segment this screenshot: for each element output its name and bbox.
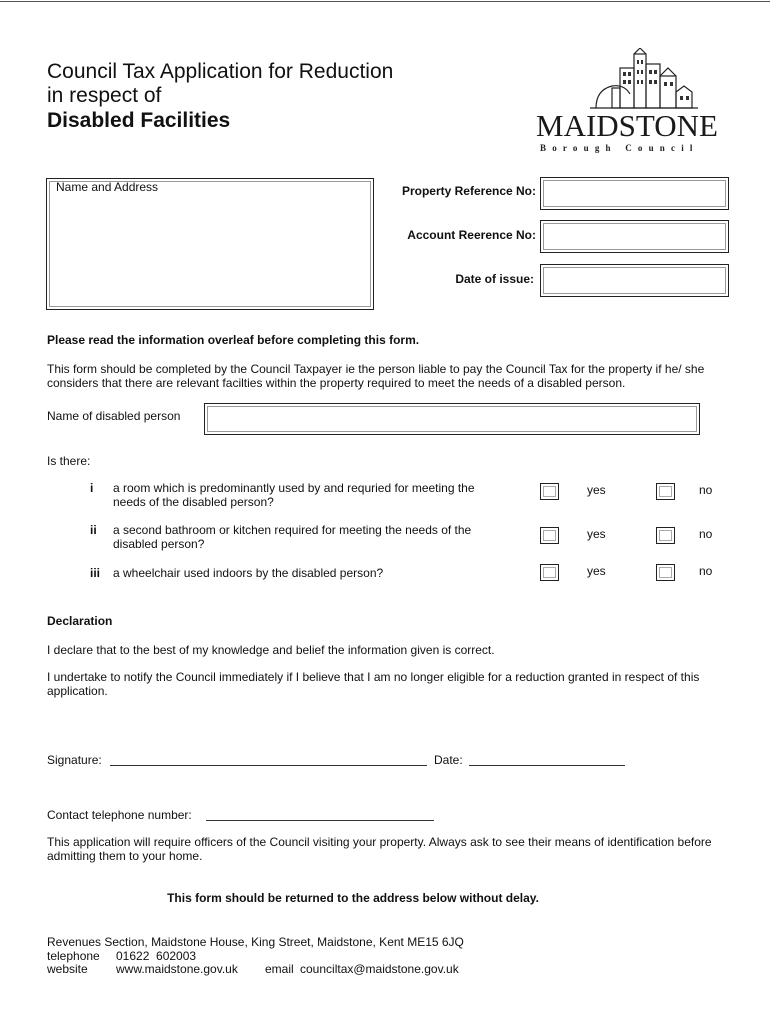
footer-telephone-label: telephone: [47, 949, 100, 963]
read-overleaf-notice: Please read the information overleaf before completing this form.: [47, 333, 420, 347]
council-logo-name: MAIDSTONE: [536, 108, 718, 143]
account-reference-field[interactable]: [540, 220, 729, 253]
question-2-yes-checkbox[interactable]: [540, 527, 559, 544]
footer-email-link[interactable]: counciltax@maidstone.gov.uk: [300, 962, 459, 976]
declaration-line2: I undertake to notify the Council immediately if I believe that I am no longer eligible for a reduction granted in respect of this application.: [47, 670, 700, 698]
question-3-yes-checkbox[interactable]: [540, 564, 559, 581]
question-1-yes-checkbox[interactable]: [540, 483, 559, 500]
footer-website-link[interactable]: www.maidstone.gov.uk: [116, 962, 238, 976]
form-title-line1: Council Tax Application for Reduction: [47, 60, 394, 83]
form-title-line3: Disabled Facilities: [47, 109, 231, 132]
disabled-person-name-label: Name of disabled person: [47, 409, 181, 423]
question-1-yes-label: yes: [587, 483, 606, 497]
phone-field[interactable]: [206, 820, 434, 821]
signature-field[interactable]: [110, 765, 427, 766]
question-1-no-label: no: [699, 483, 713, 497]
visit-notice: This application will require officers of the Council visiting your property. Always ask to see their means of identification before admitting them to your home.: [47, 835, 712, 863]
question-3-no-label: no: [699, 564, 713, 578]
name-address-label: Name and Address: [56, 180, 159, 194]
account-reference-label: Account Reerence No:: [407, 228, 536, 242]
signature-label: Signature:: [47, 753, 102, 767]
question-2-yes-label: yes: [587, 527, 606, 541]
question-2-no-checkbox[interactable]: [656, 527, 675, 544]
question-3-text: a wheelchair used indoors by the disabled person?: [113, 566, 384, 580]
phone-label: Contact telephone number:: [47, 808, 192, 822]
is-there-label: Is there:: [47, 454, 91, 468]
property-reference-label: Property Reference No:: [401, 184, 536, 198]
question-1-no-checkbox[interactable]: [656, 483, 675, 500]
top-rule: [0, 1, 770, 2]
question-1-number: i: [90, 481, 94, 495]
question-2-number: ii: [90, 523, 97, 537]
question-2-text: a second bathroom or kitchen required for meeting the needs of the disabled person?: [113, 523, 472, 551]
declaration-line1: I declare that to the best of my knowledge and belief the information given is correct.: [47, 643, 495, 657]
date-of-issue-label: Date of issue:: [455, 272, 534, 286]
form-title-line2: in respect of: [47, 84, 162, 107]
date-label: Date:: [434, 753, 463, 767]
footer-email-label: email: [265, 962, 294, 976]
footer-website-label: website: [47, 962, 88, 976]
footer-address: Revenues Section, Maidstone House, King Street, Maidstone, Kent ME15 6JQ: [47, 935, 464, 949]
property-reference-field[interactable]: [540, 177, 729, 210]
return-notice: This form should be returned to the address below without delay.: [167, 891, 539, 905]
question-1-text: a room which is predominantly used by and requried for meeting the needs of the disabled person?: [113, 481, 475, 509]
declaration-heading: Declaration: [47, 614, 113, 628]
disabled-person-name-field[interactable]: [204, 403, 700, 435]
footer-telephone: 01622 602003: [116, 949, 197, 963]
question-3-no-checkbox[interactable]: [656, 564, 675, 581]
council-logo-subtitle: Borough Council: [540, 143, 699, 153]
question-2-no-label: no: [699, 527, 713, 541]
date-of-issue-field[interactable]: [540, 264, 729, 297]
date-field[interactable]: [469, 765, 625, 766]
name-address-field[interactable]: [46, 178, 374, 310]
intro-paragraph: This form should be completed by the Council Taxpayer ie the person liable to pay the Council Tax for the property if he/ she considers that there are relevant facilties within the property required to meet the needs of a disabled person.: [47, 362, 705, 390]
question-3-yes-label: yes: [587, 564, 606, 578]
question-3-number: iii: [90, 566, 101, 580]
